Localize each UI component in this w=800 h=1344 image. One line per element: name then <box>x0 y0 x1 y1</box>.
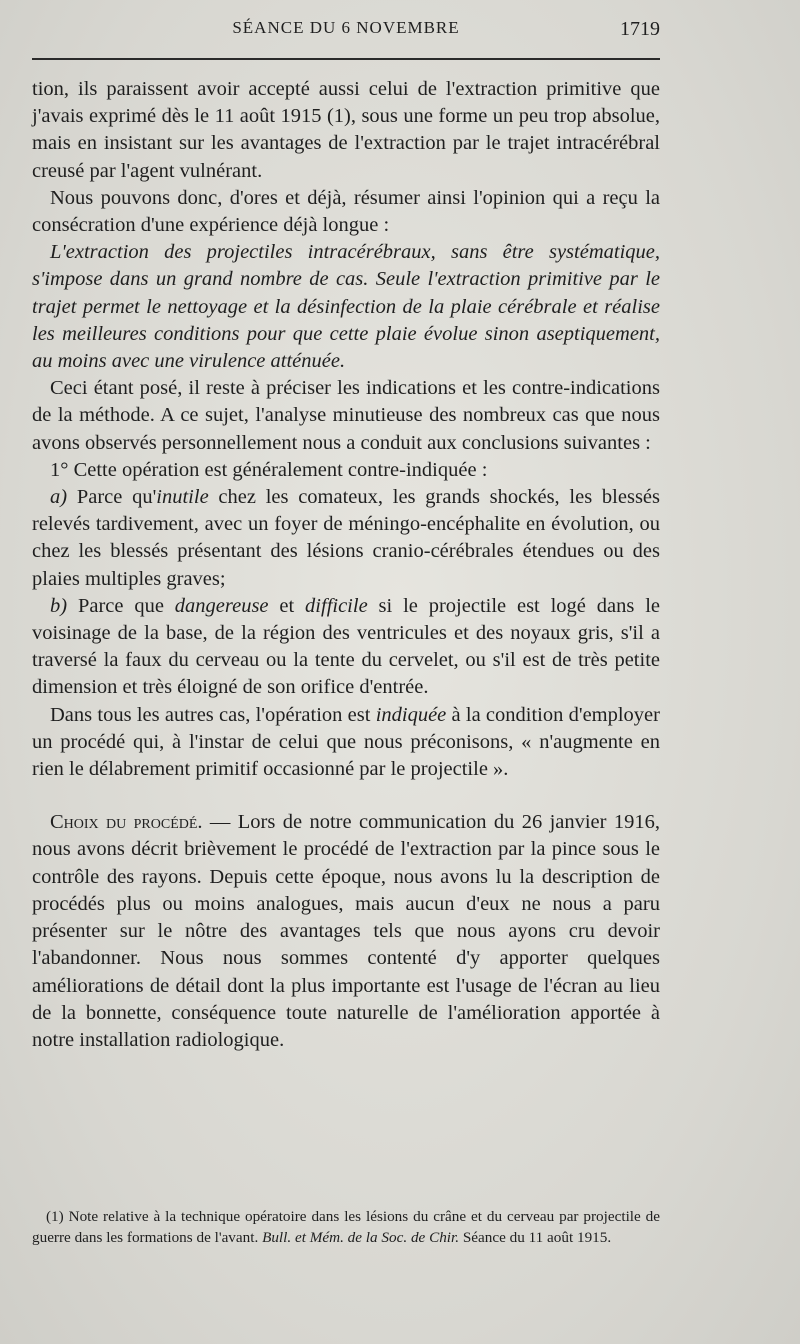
footnote-citation: Bull. et Mém. de la Soc. de Chir. <box>262 1229 460 1246</box>
running-head: SÉANCE DU 6 NOVEMBRE <box>232 18 460 37</box>
paragraph-conclusion-italic: L'extraction des projectiles intracérébraux, sans être systématique, s'impose dans un grand nombre de cas. Seule l'extraction primitive par le trajet permet le nettoyage et la désinfection de la plaie cérébrale et réalise les meilleures conditions pour que cette plaie évolue sinon aseptiquement, au moins avec une virulence atténuée. <box>32 241 660 373</box>
item-b-text1: Parce que <box>67 594 175 617</box>
item-a-text2: chez les comateux, les grands shockés, les blessés relevés tardivement, avec un foyer de méningo-encéphalite en évolution, ou chez les blessés présentant des lésions cranio-cérébrales étendues ou des plaies multiples graves; <box>32 486 661 590</box>
item-b-marker: b) <box>50 594 68 617</box>
page-header <box>32 18 660 44</box>
choix-procede-text: — Lors de notre communication du 26 janvier 1916, nous avons décrit brièvement le procédé de l'extraction par la pince sous le contrôle des rayons. Depuis cette époque, nous avons lu la description de procédés plus ou moins analogues, mais aucun d'eux ne nous a paru présenter sur le nôtre des avantages tels que nous ayons cru devoir l'abandonner. Nous nous sommes contenté d'y apporter quelques améliorations de détail dont la plus importante est l'usage de l'écran au lieu de la bonnette, conséquence toute naturelle de l'amélioration apportée à notre installation radiologique. <box>32 811 660 1051</box>
item-b-text3: si le projectile est logé dans le voisinage de la base, de la région des ventricules et des noyaux gris, s'il a traversé la faux du cerveau ou la tente du cervelet, ou s'il est de très petite dimension et très éloigné de son orifice d'entrée. <box>32 594 660 699</box>
footnote-text <box>32 1206 660 1248</box>
paragraph-choix-procede <box>32 809 660 1054</box>
footnote-text2: Séance du 11 août 1915. <box>459 1229 612 1246</box>
footnote <box>32 1206 660 1248</box>
item-a-text1: Parce qu' <box>67 486 157 509</box>
other-cases-emphasis: indiquée <box>375 703 447 726</box>
footnote-text1: (1) Note relative à la technique opératoire dans les lésions du crâne et du cerveau par projectile de guerre dans les formations de l'avant. <box>32 1208 660 1246</box>
paragraph-continuation: tion, ils paraissent avoir accepté aussi celui de l'extraction primitive que j'avais exprimé dès le 11 août 1915 (1), sous une forme un peu trop absolue, mais en insistant sur les avantages de l'extraction par le trajet intracérébral creusé par l'agent vulnérant. <box>32 78 660 182</box>
other-cases-text1: Dans tous les autres cas, l'opération est <box>50 703 376 726</box>
paragraph-other-cases <box>32 702 660 784</box>
item-b-emphasis1: dangereuse <box>174 594 269 617</box>
section-gap <box>32 783 660 809</box>
paragraph-contraindicated: 1° Cette opération est généralement contre-indiquée : <box>50 458 488 481</box>
paragraph-item-a <box>32 484 660 593</box>
item-b-text2: et <box>268 594 306 617</box>
item-b-emphasis2: difficile <box>305 594 368 617</box>
paragraph-item-b <box>32 593 660 702</box>
paragraph-indications: Ceci étant posé, il reste à préciser les indications et les contre-indications de la méthode. A ce sujet, l'analyse minutieuse des nombreux cas que nous avons observés personnellement nous a conduit aux conclusions suivantes : <box>32 377 660 454</box>
item-a-marker: a) <box>50 486 68 509</box>
page-number: 1719 <box>620 18 660 40</box>
other-cases-text2: à la condition d'employer un procédé qui, à l'instar de celui que nous préconisons, « n'augmente en rien le délabrement primitif occasionné par le projectile ». <box>32 703 660 781</box>
item-a-emphasis: inutile <box>156 486 209 509</box>
header-rule <box>32 58 660 60</box>
section-heading: Choix du procédé. <box>50 811 203 834</box>
paragraph-summary-intro: Nous pouvons donc, d'ores et déjà, résumer ainsi l'opinion qui a reçu la consécration d'une expérience déjà longue : <box>32 186 660 237</box>
body-text <box>32 76 660 1054</box>
